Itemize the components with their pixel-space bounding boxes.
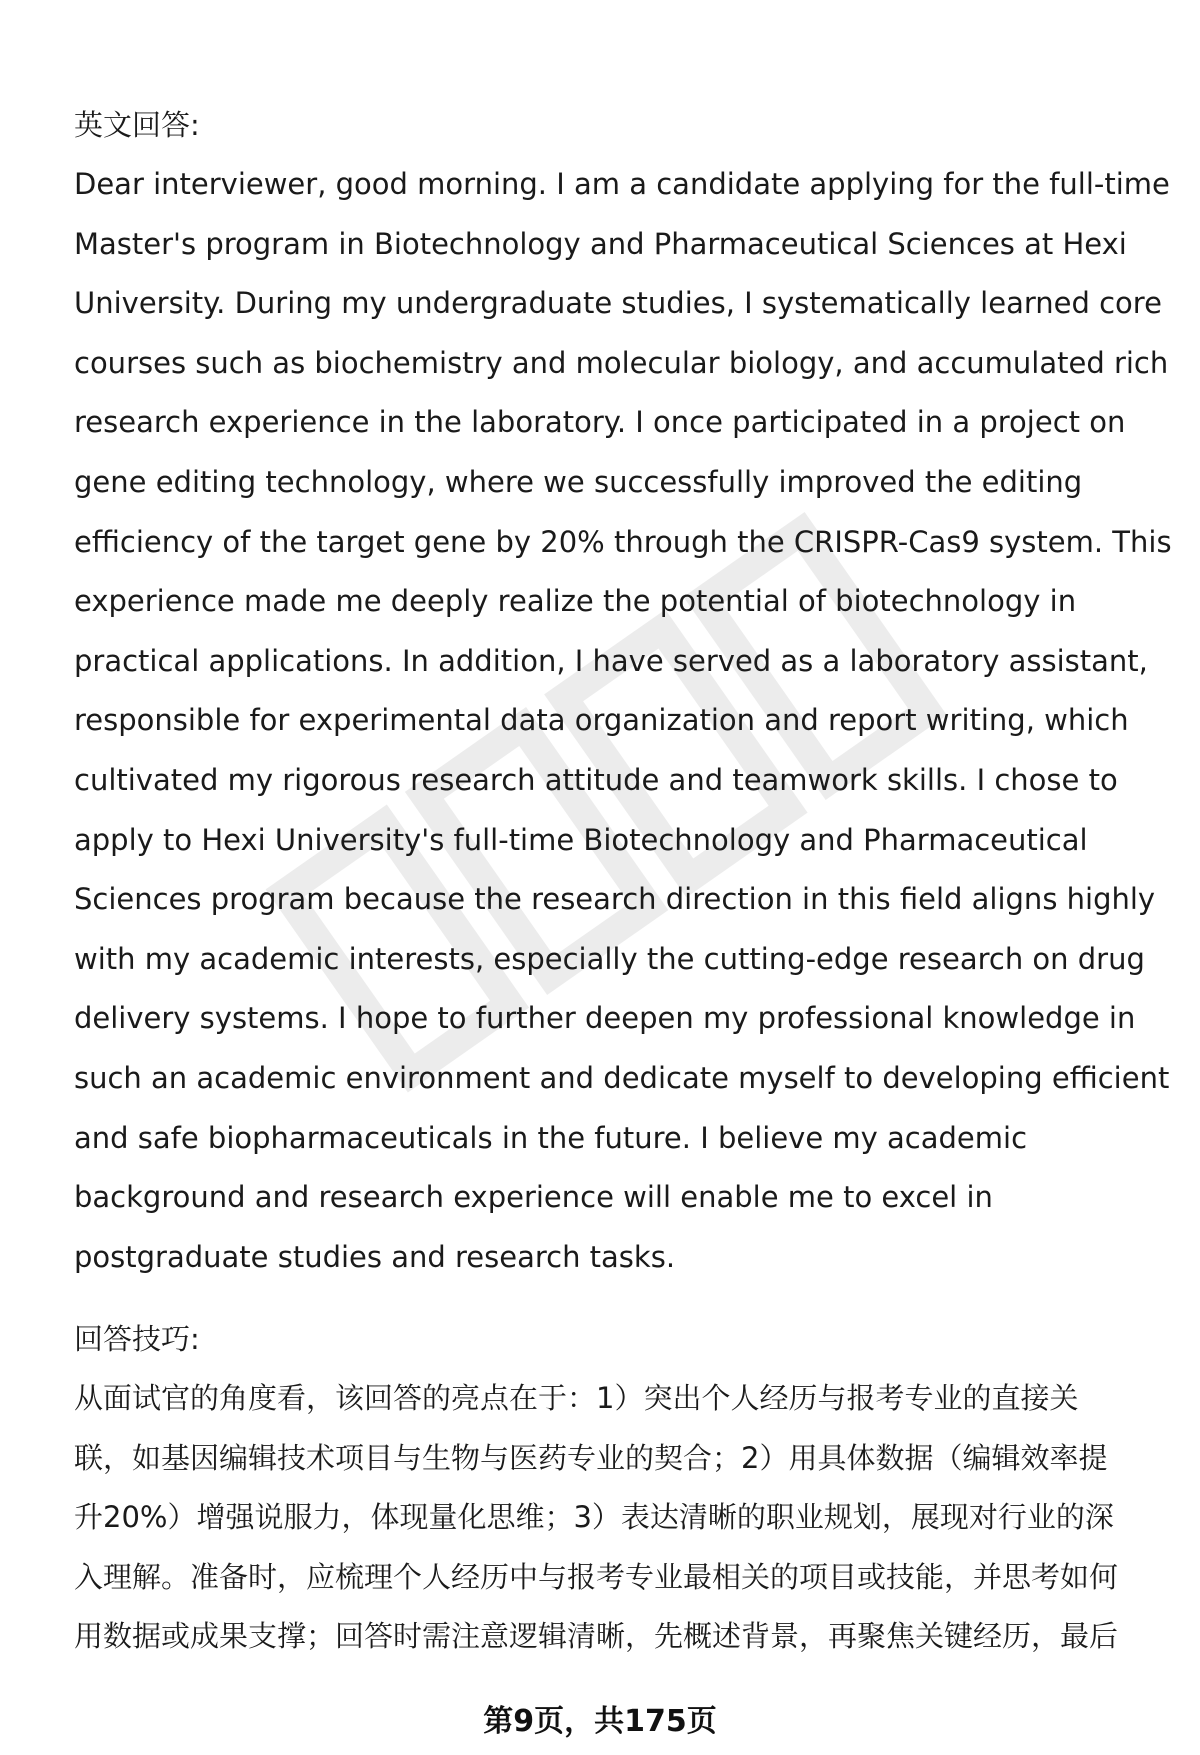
- answer-line: such an academic environment and dedicate myself to developing efficient: [74, 1060, 1170, 1095]
- answer-line: Master's program in Biotechnology and Pharmaceutical Sciences at Hexi: [74, 226, 1127, 261]
- answer-line: University. During my undergraduate studies, I systematically learned core: [74, 286, 1162, 321]
- answer-line: gene editing technology, where we successfully improved the editing: [74, 464, 1083, 499]
- answer-line: postgraduate studies and research tasks.: [74, 1239, 676, 1274]
- answer-line: responsible for experimental data organization and report writing, which: [74, 703, 1129, 738]
- answer-line: delivery systems. I hope to further deepen my professional knowledge in: [74, 1001, 1136, 1036]
- tips-line: 用数据或成果支撑；回答时需注意逻辑清晰，先概述背景，再聚焦关键经历，最后: [74, 1618, 1119, 1653]
- tips-line: 联，如基因编辑技术项目与生物与医药专业的契合；2）用具体数据（编辑效率提: [74, 1440, 1108, 1475]
- answer-line: with my academic interests, especially the cutting-edge research on drug: [74, 941, 1145, 976]
- answer-line: cultivated my rigorous research attitude and teamwork skills. I chose to: [74, 762, 1118, 797]
- answer-line: apply to Hexi University's full-time Biotechnology and Pharmaceutical: [74, 822, 1088, 857]
- answer-line: practical applications. In addition, I have served as a laboratory assistant,: [74, 643, 1148, 678]
- answer-line: courses such as biochemistry and molecular biology, and accumulated rich: [74, 345, 1169, 380]
- answer-line: background and research experience will enable me to excel in: [74, 1180, 993, 1215]
- answer-line: and safe biopharmaceuticals in the future. I believe my academic: [74, 1120, 1028, 1155]
- answer-body: [74, 155, 1172, 1287]
- answer-line: efficiency of the target gene by 20% through the CRISPR-Cas9 system. This: [74, 524, 1172, 559]
- tips-line: 入理解。准备时，应梳理个人经历中与报考专业最相关的项目或技能，并思考如何: [74, 1559, 1119, 1594]
- page-number-footer: 第9页，共175页: [483, 1704, 717, 1739]
- tips-line: 从面试官的角度看，该回答的亮点在于：1）突出个人经历与报考专业的直接关: [74, 1381, 1079, 1416]
- tips-heading: 回答技巧:: [74, 1322, 200, 1357]
- tips-body: [74, 1369, 1154, 1666]
- tips-line: 升20%）增强说服力，体现量化思维；3）表达清晰的职业规划，展现对行业的深: [74, 1500, 1114, 1535]
- answer-line: Dear interviewer, good morning. I am a candidate applying for the full-time: [74, 167, 1170, 201]
- answer-heading: 英文回答:: [74, 108, 200, 142]
- answer-line: research experience in the laboratory. I once participated in a project on: [74, 405, 1126, 440]
- answer-line: Sciences program because the research direction in this field aligns highly: [74, 882, 1156, 917]
- answer-line: experience made me deeply realize the potential of biotechnology in: [74, 584, 1077, 619]
- page-content: [74, 96, 1172, 1666]
